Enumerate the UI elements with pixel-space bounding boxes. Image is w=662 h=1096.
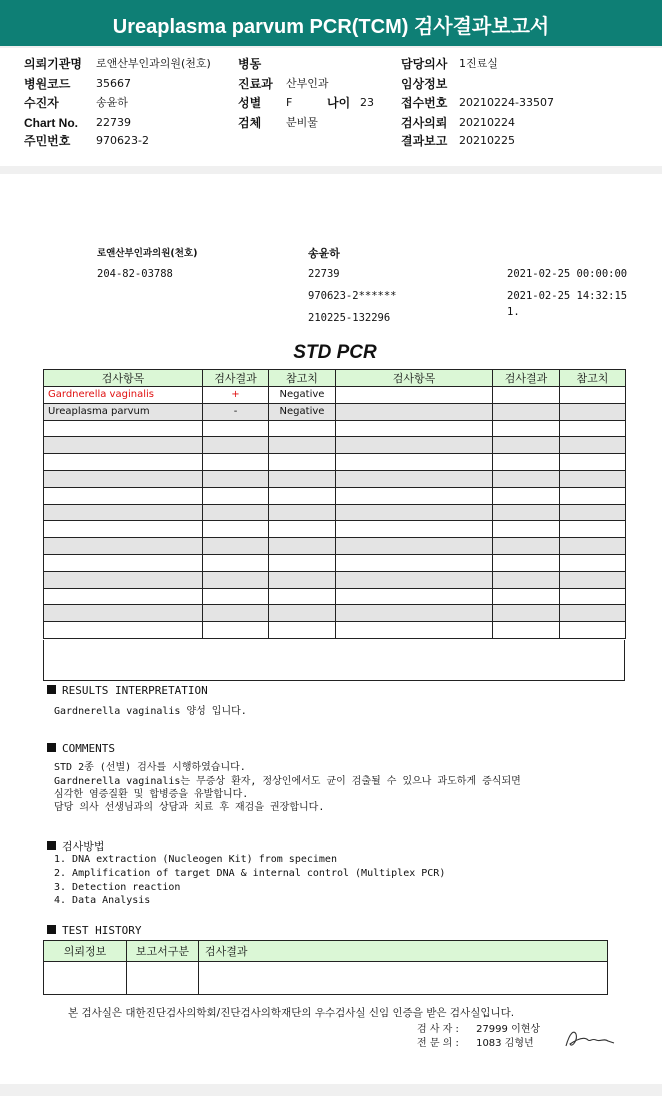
square-bullet-icon <box>47 925 56 934</box>
result-report-value: 20210225 <box>459 134 515 147</box>
table-row <box>44 605 626 622</box>
table-row <box>44 504 626 521</box>
col-header-reference: 참고치 <box>269 370 336 387</box>
table-row <box>44 554 626 571</box>
square-bullet-icon <box>47 743 56 752</box>
method-heading: 검사방법 <box>47 838 105 854</box>
report-page <box>0 174 662 1084</box>
results-table-footer <box>43 640 625 681</box>
report-chart-no: 22739 <box>308 268 340 280</box>
comment-line: 담당 의사 선생님과의 상담과 치료 후 재검을 권장합니다. <box>54 802 325 813</box>
comment-line: 심각한 염증질환 및 합병증을 유발합니다. <box>54 789 249 800</box>
history-header-row <box>44 941 608 962</box>
table-row <box>44 588 626 605</box>
test-request-label: 검사의뢰 <box>401 116 448 130</box>
method-line: 2. Amplification of target DNA & internal control (Multiplex PCR) <box>54 868 446 879</box>
department-value: 산부인과 <box>286 77 329 90</box>
table-row <box>44 403 626 420</box>
specialist-value: 1083 김형년 <box>476 1038 534 1049</box>
report-resident-no: 970623-2****** <box>308 290 397 302</box>
table-row <box>44 470 626 487</box>
specimen-label: 검체 <box>238 116 262 130</box>
table-row <box>44 420 626 437</box>
test-reference: Negative <box>269 403 336 420</box>
specialist-row <box>417 1034 534 1049</box>
patient-label: 수진자 <box>24 96 59 110</box>
hospital-code-value: 35667 <box>96 77 131 90</box>
history-col-result: 검사결과 <box>199 941 608 962</box>
interpretation-heading: RESULTS INTERPRETATION <box>47 684 208 697</box>
doctor-value: 1진료실 <box>459 57 498 70</box>
datetime-2: 2021-02-25 14:32:15 <box>507 290 628 302</box>
results-table <box>43 369 626 639</box>
col-header-result: 검사결과 <box>203 370 269 387</box>
hospital-code-label: 병원코드 <box>24 77 71 91</box>
method-line: 1. DNA extraction (Nucleogen Kit) from specimen <box>54 854 337 865</box>
comment-line: Gardnerella vaginalis는 무증상 환자, 정상인에서도 균이 검출될 수 있으나 과도하게 증식되면 <box>54 776 521 787</box>
age-value: 23 <box>360 96 374 109</box>
table-row <box>44 962 608 995</box>
col-header-result-2: 검사결과 <box>493 370 560 387</box>
history-col-request: 의뢰정보 <box>44 941 127 962</box>
history-table <box>43 940 608 995</box>
tester-value: 27999 이현상 <box>476 1024 541 1035</box>
square-bullet-icon <box>47 685 56 694</box>
specimen-value: 분비물 <box>286 116 318 129</box>
sex-label: 성별 <box>238 96 262 110</box>
business-no: 204-82-03788 <box>97 268 173 280</box>
tester-label: 검 사 자 : <box>417 1024 459 1035</box>
requesting-org-value: 로앤산부인과의원(천호) <box>96 57 211 70</box>
receipt-no-value: 20210224-33507 <box>459 96 554 109</box>
ward-label: 병동 <box>238 57 262 71</box>
report-patient-name: 송윤하 <box>308 247 340 260</box>
test-result: + <box>203 387 269 404</box>
requesting-org-label: 의뢰기관명 <box>24 57 82 71</box>
report-receipt-no: 210225-132296 <box>308 312 391 324</box>
comment-line: STD 2종 (선별) 검사를 시행하였습니다. <box>54 762 246 773</box>
result-report-label: 결과보고 <box>401 134 448 148</box>
department-label: 진료과 <box>238 77 273 91</box>
report-title: Ureaplasma parvum PCR(TCM) 검사결과보고서 <box>0 0 662 46</box>
chart-no-label: Chart No. <box>24 116 78 130</box>
history-heading: TEST HISTORY <box>47 924 141 937</box>
chart-no-value: 22739 <box>96 116 131 129</box>
table-row <box>44 437 626 454</box>
receipt-no-label: 접수번호 <box>401 96 448 110</box>
patient-value: 송윤하 <box>96 96 128 109</box>
test-item: Ureaplasma parvum <box>44 403 203 420</box>
table-row <box>44 538 626 555</box>
table-row <box>44 487 626 504</box>
col-header-item: 검사항목 <box>44 370 203 387</box>
sex-value: F <box>286 96 293 109</box>
test-reference: Negative <box>269 387 336 404</box>
history-col-report-type: 보고서구분 <box>127 941 199 962</box>
specialist-label: 전 문 의 : <box>417 1038 459 1049</box>
doctor-label: 담당의사 <box>401 57 448 71</box>
method-line: 3. Detection reaction <box>54 882 181 893</box>
col-header-reference-2: 참고치 <box>560 370 626 387</box>
table-row <box>44 622 626 639</box>
results-header-row <box>44 370 626 387</box>
datetime-2-tail: 1. <box>507 306 520 318</box>
table-row <box>44 521 626 538</box>
signature-icon <box>562 1026 618 1050</box>
certification-note: 본 검사실은 대한진단검사의학회/진단검사의학재단의 우수검사실 신임 인증을 받은 검사실입니다. <box>68 1007 515 1019</box>
tester-row <box>417 1020 540 1035</box>
section-title: STD PCR <box>293 342 377 363</box>
clinic-name: 로앤산부인과의원(천호) <box>97 248 198 259</box>
clinical-info-label: 임상정보 <box>401 77 448 91</box>
comments-heading: COMMENTS <box>47 742 115 755</box>
datetime-1: 2021-02-25 00:00:00 <box>507 268 628 280</box>
method-line: 4. Data Analysis <box>54 895 151 906</box>
test-item: Gardnerella vaginalis <box>44 387 203 404</box>
patient-header <box>0 48 662 166</box>
square-bullet-icon <box>47 841 56 850</box>
table-row <box>44 454 626 471</box>
id-no-label: 주민번호 <box>24 134 71 148</box>
col-header-item-2: 검사항목 <box>336 370 493 387</box>
id-no-value: 970623-2 <box>96 134 149 147</box>
age-label: 나이 <box>327 96 351 110</box>
table-row <box>44 571 626 588</box>
test-request-value: 20210224 <box>459 116 515 129</box>
table-row <box>44 387 626 404</box>
interpretation-text: Gardnerella vaginalis 양성 입니다. <box>54 706 247 717</box>
test-result: - <box>203 403 269 420</box>
